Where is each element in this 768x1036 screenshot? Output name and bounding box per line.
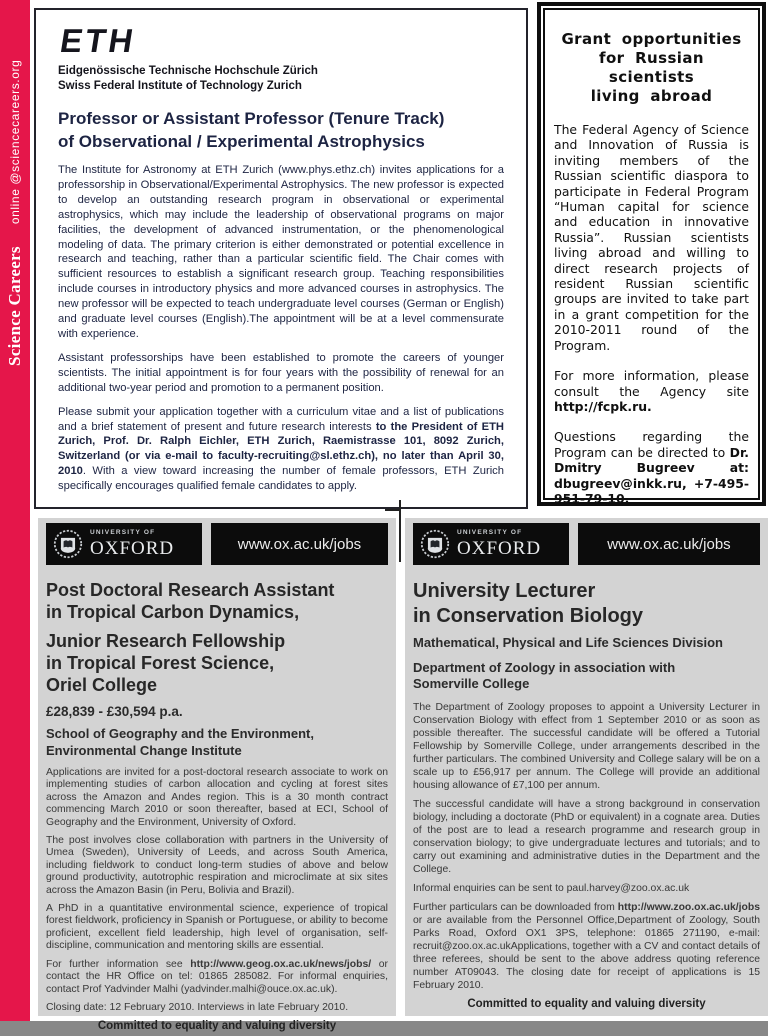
zoology-department-subtitle (413, 660, 760, 693)
oxford-logo-text-right (457, 530, 541, 558)
russia-contact-text: Questions regarding the Program can be directed to (554, 429, 749, 460)
oxford-logo-text (90, 530, 174, 558)
zoology-dept-line1: Department of Zoology in association with (413, 659, 676, 675)
division-subtitle (413, 635, 760, 652)
oxford-jobs-url-bar-right[interactable] (578, 523, 760, 565)
lecturer-title-line2: in Conservation Biology (413, 605, 644, 627)
russia-heading-line3: living abroad (590, 87, 713, 105)
oxford-header-bar (46, 523, 388, 565)
title-spacer (46, 623, 388, 630)
eth-institution-english: Swiss Federal Institute of Technology Zurich (58, 80, 302, 92)
oxford-postdoc-ad (38, 518, 396, 1033)
eth-institution-german: Eidgenössische Technische Hochschule Zürich (58, 65, 318, 77)
postdoc-closing-date: Closing date: 12 February 2010. Interviews in late February 2010. (46, 1001, 349, 1013)
sciencecareers-url[interactable]: online @sciencecareers.org (8, 59, 22, 225)
eth-job-title (58, 108, 504, 153)
school-line1: School of Geography and the Environment, (46, 726, 314, 741)
russia-paragraph-contact (554, 429, 749, 506)
postdoc-paragraph-overview: Applications are invited for a post-doctoral research associate to work on implementing studies of carbon allocation and cycling at forest sites across the Amazon and Andes region. This is a 30 month contract commencing March 2010 or soon thereafter, based at ECI, School of Geography and the Environment, University of Oxford. (46, 767, 388, 828)
equality-footer-right: Committed to equality and valuing diversity (467, 997, 706, 1010)
postdoc-paragraph-further-info (46, 959, 388, 996)
division-name: Mathematical, Physical and Life Sciences Division (413, 635, 723, 650)
oxford-crest-icon (420, 529, 450, 559)
oxford-header-bar-right (413, 523, 760, 565)
lecturer-job-title (413, 579, 760, 629)
fellowship-title-line3: Oriel College (46, 675, 158, 695)
eth-paragraph-description: The Institute for Astronomy at ETH Zurich (www.phys.ethz.ch) invites applications for a professorship in Observational/Experimental Astrophysics. The new professor is expected to develop an outstanding research program in observational or experimental astrophysics, which may include the leadership of observational programs on major facilities, the development of advanced instrumentation, or the phenomenological modeling of data. The primary criterion is either demonstrated or potential excellence in research and teaching, rather than a particular scientific field. The Chair comes with sufficient resources to establish a significant research group. Teaching responsibilities include courses in introductory physics and more advanced courses in astrophysics. The new professor will be expected to teach undergraduate level courses (German or English) and graduate level courses (English).The appointment will be at a level commensurate with experience. (58, 164, 504, 340)
oxford-lecturer-ad (405, 518, 768, 1016)
oxford-wordmark: OXFORD (457, 537, 542, 559)
oxford-jobs-url-bar[interactable] (211, 523, 388, 565)
further-info-intro: For further information see (46, 958, 191, 970)
enquiries-intro: Informal enquiries can be sent to (413, 882, 567, 894)
science-careers-brand: Science Careers (5, 246, 24, 366)
equality-footer-left: Committed to equality and valuing diversity (97, 1020, 337, 1033)
oxford-logo (46, 523, 202, 565)
fellowship-title-line1: Junior Research Fellowship (46, 631, 286, 651)
oxford-jobs-url[interactable]: www.ox.ac.uk/jobs (607, 535, 731, 553)
postdoc-title-line2: in Tropical Carbon Dynamics, (46, 602, 300, 622)
eth-application-intro: Please submit your application together with a curriculum vitae and a list of publications and a brief statement of present and future research interests (58, 405, 504, 433)
lecturer-paragraph-appointment: The Department of Zoology proposes to appoint a University Lecturer in Conservation Biology with effect from 1 September 2010 or as soon as possible thereafter. The successful candidate will be offered a Tutorial Fellowship by Somerville College, under arrangements described in the further particulars. The combined University and College salary will be on a scale up to £56,917 per annum. The College will provide an additional housing allowance of £7,100 per annum. (413, 701, 760, 791)
lecturer-paragraph-particulars (413, 901, 760, 992)
russia-heading-line2: for Russian scientists (599, 49, 704, 86)
postdoc-paragraph-requirements: A PhD in a quantitative environmental science, experience of tropical forest fieldwork, proficiency in Spanish or Portuguese, or ability to become proficient, excellent field leadership, high level of organisation, self-discipline, communication and mentoring skills are essential. (46, 903, 388, 952)
geog-jobs-url[interactable]: http://www.geog.ox.ac.uk/news/jobs/ (190, 958, 372, 970)
eth-job-title-line2: of Observational / Experimental Astrophysics (58, 131, 425, 151)
russia-grants-inner-frame (543, 8, 760, 506)
oxford-logo-right (413, 523, 569, 565)
eth-logo: ETH (57, 22, 139, 59)
zoology-dept-line2: Somerville College (413, 676, 530, 691)
sidebar-rotated-text (5, 60, 25, 366)
oxford-jobs-url[interactable]: www.ox.ac.uk/jobs (237, 535, 362, 553)
enquiries-email[interactable]: paul.harvey@zoo.ox.ac.uk (566, 882, 690, 894)
russia-paragraph-info (554, 368, 749, 414)
postdoc-job-title (46, 579, 388, 696)
eth-application-address: to the President of ETH Zurich, Prof. Dr. Ralph Eichler, ETH Zurich, Raemistrasse 101, 8092 Zurich, Switzerland (or via e-mail to faculty-recruiting@sl.ethz.ch), no later than April 30, 2010 (58, 420, 504, 478)
postdoc-paragraph-collaboration: The post involves close collaboration with partners in the University of Umea (Sweden), University of Leeds, and across South America, including fieldwork to conduct long-term studies of above and below ground productivity, autotrophic respiration and microclimate at six sites across the Amazon Basin (in Peru, Bolivia and Brazil). (46, 835, 388, 896)
eth-application-outro: . With a view toward increasing the number of female professors, ETH Zurich specifically encourages qualified female candidates to apply. (58, 465, 504, 493)
further-info-contact: or contact the HR Office on tel: 01865 285082. For informal enquiries, contact Prof Yadvinder Malhi (yadvinder.malhi@ouce.ox.ac.uk). (46, 958, 388, 995)
oxford-crest-icon (53, 529, 83, 559)
russia-heading-line1: Grant opportunities (561, 30, 742, 48)
eth-paragraph-application (58, 405, 504, 494)
fellowship-title-line2: in Tropical Forest Science, (46, 653, 275, 673)
particulars-details: or are available from the Personnel Office,Department of Zoology, South Parks Road, Oxford OX1 3PS, telephone: 01865 271190, e-mail: recruit@zoo.ox.ac.ukApplications, together with a CV and contact details of three referees, should be sent to the above address quoting reference number AT09043. The closing date for receipt of applications is 15 February 2010. (413, 914, 760, 991)
oxford-university-of-label: UNIVERSITY OF (457, 529, 523, 537)
eth-job-title-line1: Professor or Assistant Professor (Tenure Track) (58, 109, 445, 128)
postdoc-title-line1: Post Doctoral Research Assistant (46, 580, 335, 600)
oxford-university-of-label: UNIVERSITY OF (90, 529, 156, 537)
crop-mark-horizontal (385, 509, 401, 511)
russia-agency-url[interactable]: http://fcpk.ru. (554, 398, 652, 414)
school-department (46, 726, 388, 759)
eth-institution-names (58, 64, 504, 94)
eth-zurich-ad (34, 8, 528, 509)
salary-range: £28,839 - £30,594 p.a. (46, 704, 183, 719)
zoo-jobs-url[interactable]: http://www.zoo.ox.ac.uk/jobs (617, 901, 760, 913)
lecturer-paragraph-duties: The successful candidate will have a strong background in conservation biology, including a doctorate (PhD or equivalent) in a cognate area. Duties of the post are to lead a research programme and research group in conservation biology; to give undergraduate lectures and tutorials; and to carry out examining and administrative duties in the Department and the College. (413, 798, 760, 875)
russia-grants-ad (537, 2, 766, 506)
russia-info-text: For more information, please consult the Agency site (554, 368, 749, 399)
russia-ad-heading (554, 30, 749, 106)
school-line2: Environmental Change Institute (46, 742, 242, 758)
lecturer-informal-enquiries (413, 882, 760, 895)
russia-contact-details: Dr. Dmitry Bugreev at: dbugreev@inkk.ru, +7-495-951-79-10. (554, 444, 749, 506)
particulars-intro: Further particulars can be downloaded from (413, 901, 618, 913)
lecturer-title-line1: University Lecturer (413, 580, 596, 602)
oxford-wordmark: OXFORD (90, 537, 175, 559)
russia-paragraph-program: The Federal Agency of Science and Innovation of Russia is inviting members of the Russian scientific diaspora to participate in Federal Program “Human capital for science and education in innovative Russia”. Russian scientists living abroad and willing to direct research projects of resident Russian scientific groups are invited to take part in a grant competition for the 2010-2011 round of the Program. (554, 122, 749, 353)
sidebar-brand-bar (0, 0, 30, 1021)
eth-paragraph-assistant: Assistant professorships have been established to promote the careers of younger scientists. The initial appointment is for four years with the possibility of renewal for an additional two-year period and promotion to a permanent position. (58, 351, 504, 394)
